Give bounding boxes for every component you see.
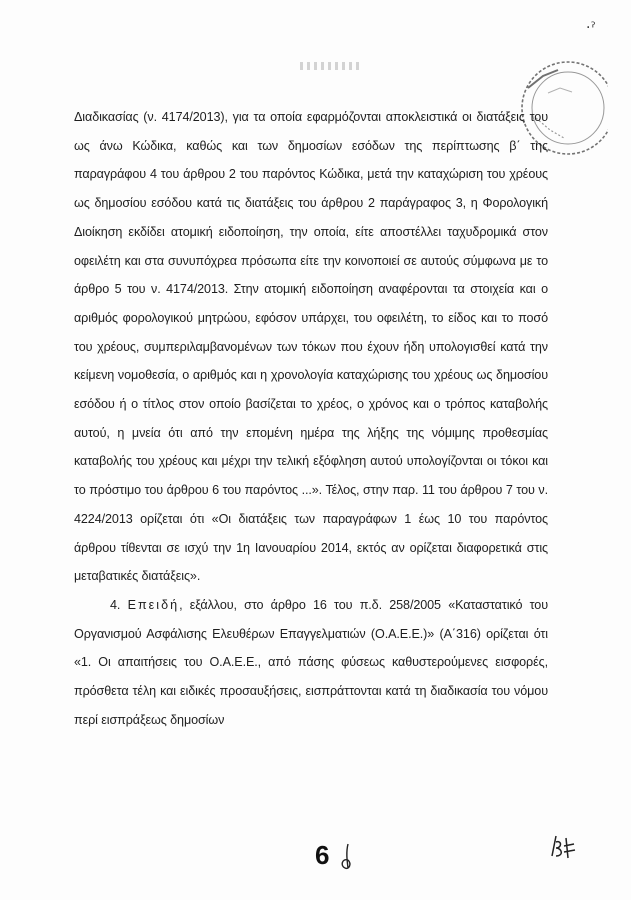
paragraph-4 — [74, 591, 548, 735]
document-body — [74, 103, 548, 734]
paragraph-continuation: Διαδικασίας (ν. 4174/2013), για τα οποία εφαρμόζονται αποκλειστικά οι διατάξεις του ως άνω Κώδικα, καθώς και των δημοσίων εσόδων της περίπτωσης β΄ της παραγράφου 4 του άρθρου 2 του παρόντος Κώδικα, μετά την καταχώριση του χρέους ως δημοσίου εσόδου κατά τις διατάξεις του άρθρου 2 παράγραφος 3, η Φορολογική Διοίκηση εκδίδει ατομική ειδοποίηση, την οποία, είτε αποστέλλει ταχυδρομικά στον οφειλέτη και στα συνυπόχρεα πρόσωπα είτε την κοινοποιεί σε αυτούς σύμφωνα με το άρθρο 5 του ν. 4174/2013. Στην ατομική ειδοποίηση αναφέρονται τα στοιχεία και ο αριθμός φορολογικού μητρώου, εφόσον υπάρχει, του οφειλέτη, το είδος και το ποσό του χρέους, συμπεριλαμβανομένων των τόκων που έχουν ήδη υπολογισθεί κατά την κείμενη νομοθεσία, ο αριθμός και η χρονολογία καταχώρισης του χρέους ως δημοσίου εσόδου ή ο τίτλος στον οποίο βασίζεται το χρέος, ο χρόνος και ο τρόπος καταβολής αυτού, η μνεία ότι από την επομένη ημέρα της λήξης της νόμιμης προθεσμίας καταβολής του χρέους και μέχρι την τελική εξόφληση αυτού υπολογίζονται οι τόκοι και το πρόστιμο του άρθρου 6 του παρόντος ...». Τέλος, στην παρ. 11 του άρθρου 7 του ν. 4224/2013 ορίζεται ότι «Οι διατάξεις των παραγράφων 1 έως 10 του παρόντος άρθρου τίθενται σε ισχύ την 1η Ιανουαρίου 2014, εκτός αν ορίζεται διαφορετικά στις μεταβατικές διατάξεις». — [74, 110, 548, 584]
handwritten-initial — [336, 840, 358, 874]
page-number: 6 — [315, 840, 330, 870]
signature — [548, 830, 578, 864]
paragraph-4-text: , εξάλλου, στο άρθρο 16 του π.δ. 258/2005 «Καταστατικό του Οργανισμού Ασφάλισης Ελευθέρων Επαγγελματιών (Ο.Α.Ε.Ε.)» (Α΄316) ορίζεται ότι «1. Οι απαιτήσεις του Ο.Α.Ε.Ε., από πάσης φύσεως καθυστερούμενες εισφορές, πρόσθετα τέλη και ειδικές προσαυξήσεις, εισπράττονται κατά τη διαδικασία του νόμου περί εισπράξεως δημοσίων — [74, 597, 548, 727]
corner-handwritten-mark: ·ˀ — [586, 20, 596, 36]
faint-scan-mark — [300, 62, 360, 70]
spaced-word: Επειδή — [127, 597, 180, 612]
paragraph-number: 4. — [110, 597, 121, 612]
